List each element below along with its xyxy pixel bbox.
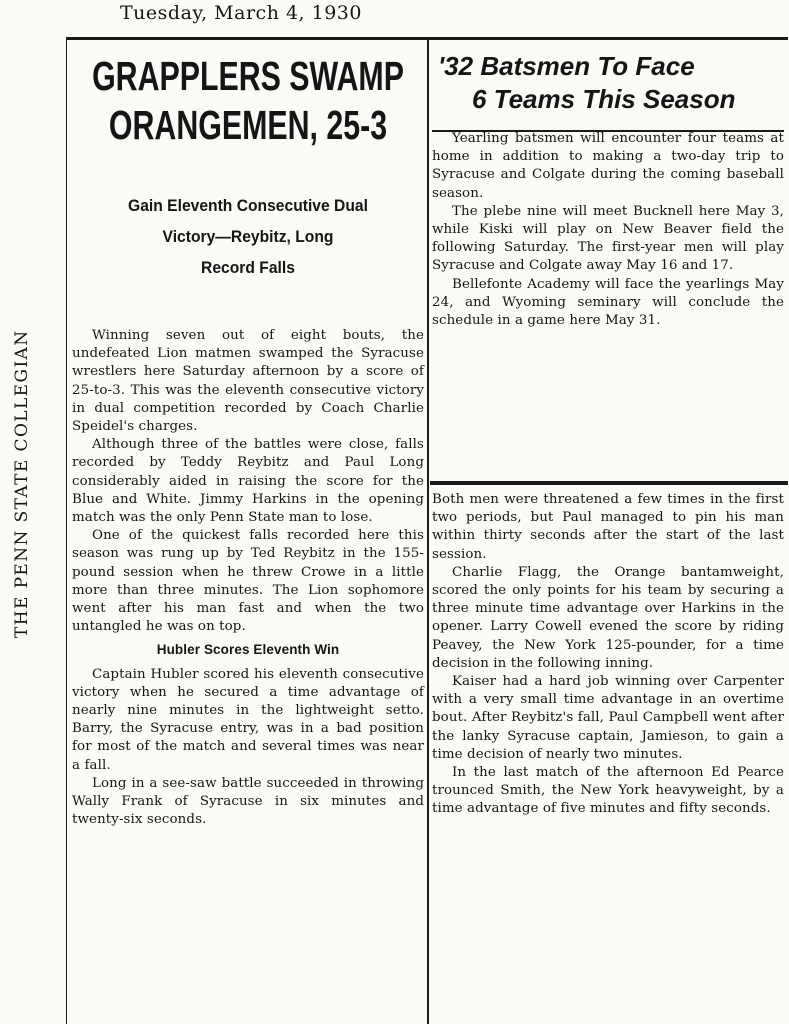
paragraph: Bellefonte Academy will face the yearlings May 24, and Wyoming seminary will conclude the schedule in a game here May 31.: [432, 276, 784, 329]
publication-name: THE PENN STATE COLLEGIAN: [12, 329, 32, 638]
paragraph: Yearling batsmen will encounter four teams at home in addition to making a two-day trip to Syracuse and Colgate during the coming baseball season.: [432, 131, 784, 201]
deck-line: Record Falls: [201, 258, 295, 277]
article-divider-rule: [430, 481, 788, 485]
paragraph: Long in a see-saw battle succeeded in throwing Wally Frank of Syracuse in six minutes and twenty-six seconds.: [72, 775, 424, 828]
paragraph: Charlie Flagg, the Orange bantamweight, scored the only points for his team by securing a three minute time advantage over Harkins in the opener. Larry Cowell evened the score by riding Peavey, the New York 125-pounder, for a time decision in the following inning.: [432, 564, 784, 671]
paragraph: Both men were threatened a few times in the first two periods, but Paul managed to pin his man within thirty seconds after the start of the last session.: [432, 492, 784, 562]
deck-line: Gain Eleventh Consecutive Dual: [128, 196, 368, 215]
wrestling-continuation: [432, 491, 784, 819]
wrestling-article: [72, 52, 424, 829]
headline-line: 6 Teams This Season: [472, 84, 736, 114]
paragraph: Winning seven out of eight bouts, the undefeated Lion matmen swamped the Syracuse wrestlers here Saturday afternoon by a score of 25-to-3. This was the eleventh consecutive victory in dual competition recorded by Coach Charlie Speidel's charges.: [72, 328, 424, 435]
baseball-article: [432, 50, 784, 330]
paragraph: Captain Hubler scored his eleventh consecutive victory when he secured a time advantage of nearly nine minutes in the lightweight setto. Barry, the Syracuse entry, was in a bad position for most of the match and several times was near a fall.: [72, 666, 424, 773]
headline-line: GRAPPLERS SWAMP: [92, 53, 404, 99]
paragraph: One of the quickest falls recorded here this season was rung up by Ted Reybitz in the 155-pound session when he threw Crowe in a little more than three minutes. The Lion sophomore went after his man fast and when the two untangled he was on top.: [72, 528, 424, 635]
subheading: Hubler Scores Eleventh Win: [156, 642, 340, 658]
headline-line: ORANGEMEN, 25-3: [108, 102, 388, 148]
issue-date: Tuesday, March 4, 1930: [120, 2, 362, 24]
baseball-headline: [432, 50, 784, 116]
left-rule: [66, 37, 67, 1024]
paragraph: Although three of the battles were close, falls recorded by Teddy Reybitz and Paul Long considerably aided in raising the score for the Blue and White. Jimmy Harkins in the opening match was the only Penn State man to lose.: [72, 437, 424, 526]
baseball-body: [432, 130, 784, 330]
paragraph: In the last match of the afternoon Ed Pearce trounced Smith, the New York heavyweight, by a time advantage of five minutes and fifty seconds.: [432, 765, 784, 817]
paragraph: Kaiser had a hard job winning over Carpenter with a very small time advantage in an overtime bout. After Reybitz's fall, Paul Campbell went after the lanky Syracuse captain, Jamieson, to gain a time decision of nearly two minutes.: [432, 674, 784, 762]
column-rule: [427, 37, 429, 1024]
headline-line: '32 Batsmen To Face: [438, 51, 695, 81]
wrestling-headline: [74, 52, 422, 150]
paragraph: The plebe nine will meet Bucknell here May 3, while Kiski will play on New Beaver field the following Saturday. The first-year men will play Syracuse and Colgate away May 16 and 17.: [432, 203, 784, 274]
wrestling-deck: [86, 190, 410, 283]
wrestling-body: [72, 327, 424, 829]
deck-line: Victory—Reybitz, Long: [162, 227, 334, 246]
